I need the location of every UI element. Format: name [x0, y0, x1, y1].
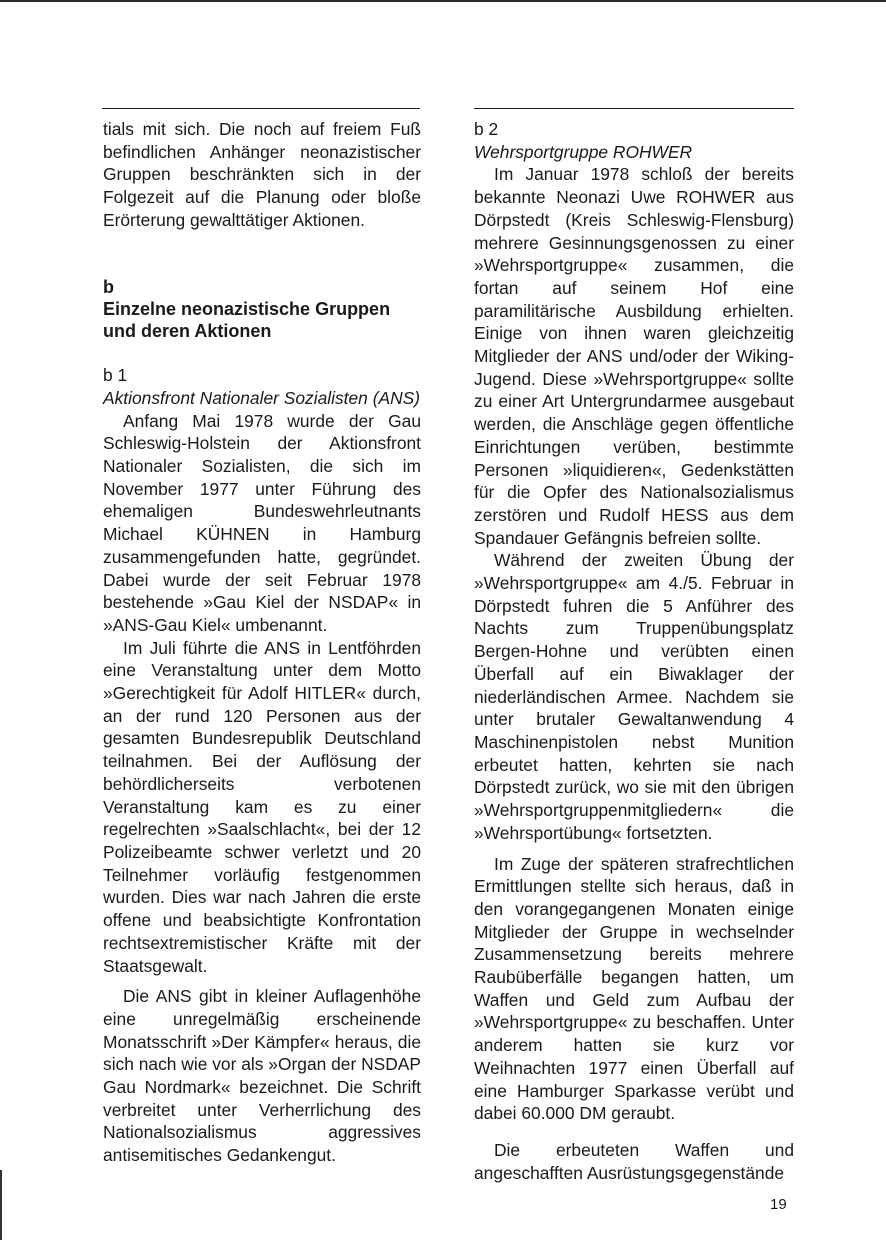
subsection-b2-title: Wehrsportgruppe ROHWER	[474, 141, 693, 162]
b2-paragraph-3: Im Zuge der späteren strafrechtlichen Ermittlungen stellte sich heraus, daß in den vorangegangenen Monaten einige Mitglieder der Gruppe in wechselnder Zusammensetzung bereits mehrere Raubüberfälle begangen hatten, um Waffen und Geld zum Aufbau der »Wehrsportgruppe« zu beschaffen. Unter anderem hatten sie kurz vor Weihnachten 1977 einen Überfall auf eine Hamburger Sparkasse verübt und dabei 60.000 DM geraubt.	[474, 853, 794, 1124]
header-rule-right	[474, 108, 794, 109]
scan-edge-left	[0, 1170, 8, 1240]
b2-paragraph-2: Während der zweiten Übung der »Wehrsportgruppe« am 4./5. Februar in Dörpstedt fuhren die 5 Anführer des Nachts zum Truppenübungsplatz Bergen-Hohne und verübten einen Überfall auf ein Biwaklager der niederländischen Armee. Nachdem sie unter brutaler Gewaltanwendung 4 Maschinenpistolen nebst Munition erbeutet hatten, kehrten sie nach Dörpstedt zurück, wo sie mit den übrigen »Wehrsportgruppenmitgliedern« die »Wehrsportübung« fortsetzten.	[474, 550, 794, 843]
subsection-b1-number: b 1	[103, 365, 128, 386]
scan-edge-top	[0, 0, 886, 10]
b2-paragraph-4: Die erbeuteten Waffen und angeschafften Ausrüstungsgegenstände	[474, 1139, 794, 1183]
b2-paragraph-1: Im Januar 1978 schloß der bereits bekannte Neonazi Uwe ROHWER aus Dörpstedt (Kreis Schleswig-Flensburg) mehrere Gesinnungsgenossen zu einer »Wehrsportgruppe« zusammen, die fortan auf seinem Hof eine paramilitärische Ausbildung erhielten. Einige von ihnen waren gleichzeitig Mitglieder der ANS und/oder der Wiking-Jugend. Diese »Wehrsportgruppe« sollte zu einer Art Untergrundarmee ausgebaut werden, die Anschläge gegen öffentliche Einrichtungen verüben, bestimmte Personen »liquidieren«, Gedenkstätten für die Opfer des Nationalsozialismus zerstören und Rudolf HESS aus dem Spandauer Gefängnis befreien sollte.	[474, 164, 794, 548]
b1-paragraph-2: Im Juli führte die ANS in Lentföhrden eine Veranstaltung unter dem Motto »Gerechtigkeit für Adolf HITLER« durch, an der rund 120 Personen aus der gesamten Bundesrepublik Deutschland teilnahmen. Bei der Auflösung der behördlicherseits verbotenen Veranstaltung kam es zu einer regelrechten »Saalschlacht«, bei der 12 Polizeibeamte schwer verletzt und 20 Teilnehmer vorläufig festgenommen wurden. Dies war nach Jahren die erste offene und beabsichtigte Konfrontation rechtsextremistischer Kräfte mit der Staatsgewalt.	[103, 637, 421, 976]
header-rule-left	[102, 108, 420, 109]
section-letter: b	[103, 276, 114, 297]
subsection-b1-title: Aktionsfront Nationaler Sozialisten (ANS)	[103, 387, 421, 408]
page-number: 19	[770, 1196, 787, 1213]
b1-paragraph-1: Anfang Mai 1978 wurde der Gau Schleswig-Holstein der Aktionsfront Nationaler Sozialisten, die sich im November 1977 unter Führung des ehemaligen Bundeswehrleutnants Michael KÜHNEN in Hamburg zusammengefunden hatte, gegründet. Dabei wurde der seit Februar 1978 bestehende »Gau Kiel der NSDAP« in »ANS-Gau Kiel« umbenannt.	[103, 410, 421, 635]
subsection-b2-number: b 2	[474, 119, 499, 139]
left-intro-paragraph: tials mit sich. Die noch auf freiem Fuß befindlichen Anhänger neonazistischer Gruppen beschränkten sich in der Folgezeit auf die Planung oder bloße Erörterung gewalttätiger Aktionen.	[103, 119, 421, 230]
section-title: Einzelne neonazistische Gruppen und deren Aktionen	[103, 299, 391, 342]
left-column	[103, 118, 421, 1167]
right-column	[474, 118, 794, 1184]
b1-paragraph-3: Die ANS gibt in kleiner Auflagenhöhe eine unregelmäßig erscheinende Monatsschrift »Der Kämpfer« heraus, die sich nach wie vor als »Organ der NSDAP Gau Nordmark« bezeichnet. Die Schrift verbreitet unter Verherrlichung des Nationalsozialismus aggressives antisemitisches Gedankengut.	[103, 986, 421, 1166]
